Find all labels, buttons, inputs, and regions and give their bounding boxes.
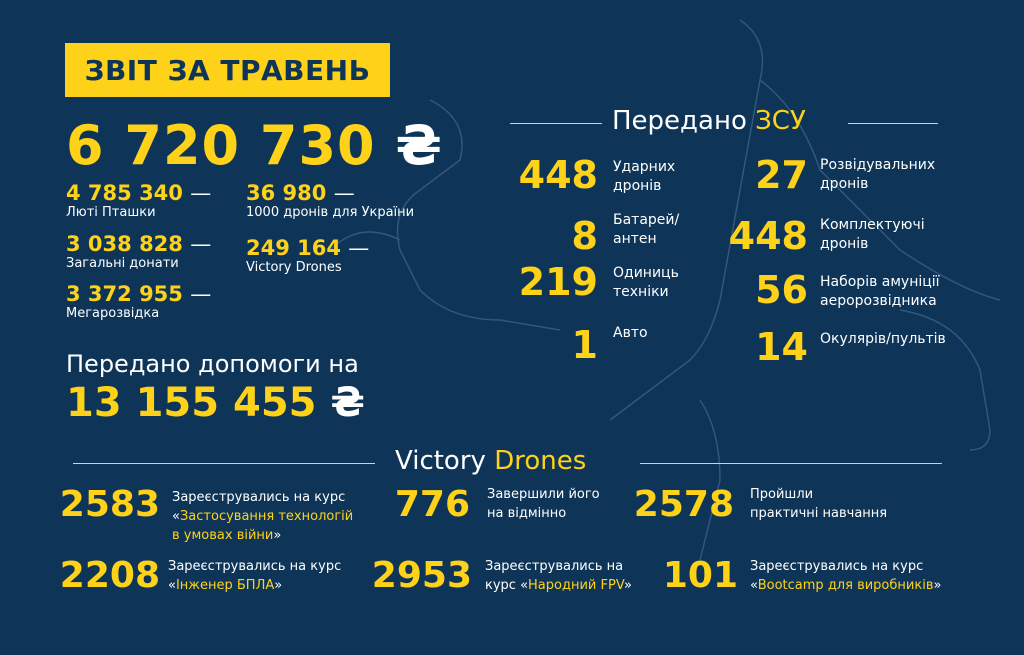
source-item	[246, 236, 369, 275]
victory-title-accent: Drones	[494, 446, 587, 476]
dash: —	[333, 181, 355, 205]
stat-label: Одиниць техніки	[613, 265, 679, 300]
report-title-badge	[65, 43, 390, 97]
vd-label: Зареєструвались на курс «Застосування технологій в умовах війни»	[172, 490, 354, 543]
hryvnia-icon: ₴	[330, 380, 365, 426]
divider-line	[73, 463, 375, 464]
stat-label: Батарей/ антен	[613, 212, 680, 247]
vd-label: Завершили його на відмінно	[487, 487, 600, 521]
stat-value: 56	[755, 268, 808, 312]
source-value: 4 785 340	[66, 181, 183, 205]
source-label: Мегарозвідка	[66, 306, 160, 321]
dash: —	[190, 181, 212, 205]
stat-label: Комплектуючі дронів	[820, 217, 925, 252]
course-name: Bootcamp для виробників	[757, 578, 934, 593]
stat-value: 219	[518, 260, 598, 304]
dash: —	[348, 236, 370, 260]
divider-line	[640, 463, 942, 464]
victory-section-title	[395, 446, 586, 476]
vd-value: 2208	[59, 555, 160, 596]
course-name: Застосування технологій	[179, 509, 354, 524]
stat-label: Окулярів/пультів	[820, 331, 946, 347]
monthly-total	[66, 114, 443, 177]
source-item	[66, 181, 211, 220]
vd-value: 2953	[371, 555, 472, 596]
vd-label: Зареєструвались на курс «Інженер БПЛА»	[168, 559, 342, 593]
monthly-total-value: 6 720 730	[66, 114, 376, 177]
zsu-title-accent: ЗСУ	[755, 106, 806, 136]
dash: —	[190, 282, 212, 306]
source-item	[246, 181, 414, 220]
vd-value: 2578	[633, 484, 734, 525]
dash: —	[190, 232, 212, 256]
course-name: в умовах війни	[172, 528, 274, 543]
divider-line	[510, 123, 602, 124]
vd-value: 2583	[59, 484, 160, 525]
stat-value: 448	[518, 153, 598, 197]
vd-label: Пройшли практичні навчання	[750, 487, 888, 521]
stat-label: Розвідувальних дронів	[820, 157, 936, 192]
source-value: 36 980	[246, 181, 327, 205]
source-label: Загальні донати	[66, 256, 179, 271]
source-label: 1000 дронів для України	[246, 205, 415, 220]
vd-label: Зареєструвались на курс «Народний FPV»	[485, 559, 632, 593]
victory-title-prefix: Victory	[395, 446, 486, 476]
help-total	[66, 380, 365, 426]
source-value: 3 372 955	[66, 282, 183, 306]
stat-label: Наборів амуніції аеророзвідника	[820, 274, 940, 309]
stat-value: 1	[571, 323, 598, 367]
source-item	[66, 232, 211, 271]
report-title: ЗВІТ ЗА ТРАВЕНЬ	[84, 53, 371, 87]
stat-value: 14	[755, 325, 808, 369]
zsu-title-prefix: Передано	[612, 106, 747, 136]
vd-value: 776	[394, 484, 470, 525]
source-item	[66, 282, 211, 321]
source-value: 249 164	[246, 236, 341, 260]
course-name: Народний FPV	[528, 578, 624, 593]
help-title: Передано допомоги на	[66, 350, 359, 378]
source-value: 3 038 828	[66, 232, 183, 256]
course-name: Інженер БПЛА	[175, 578, 275, 593]
vd-value: 101	[662, 555, 738, 596]
stat-value: 448	[728, 214, 808, 258]
zsu-section-title	[612, 106, 806, 136]
stat-value: 8	[571, 214, 598, 258]
divider-line	[848, 123, 938, 124]
help-total-value: 13 155 455	[66, 380, 317, 426]
vd-label: Зареєструвались на курс «Bootcamp для виробників»	[750, 559, 942, 593]
hryvnia-icon: ₴	[395, 114, 443, 177]
stat-label: Ударних дронів	[613, 159, 676, 194]
source-label: Люті Пташки	[66, 205, 156, 220]
stat-value: 27	[755, 153, 808, 197]
source-label: Victory Drones	[246, 260, 342, 275]
stat-label: Авто	[613, 325, 648, 341]
